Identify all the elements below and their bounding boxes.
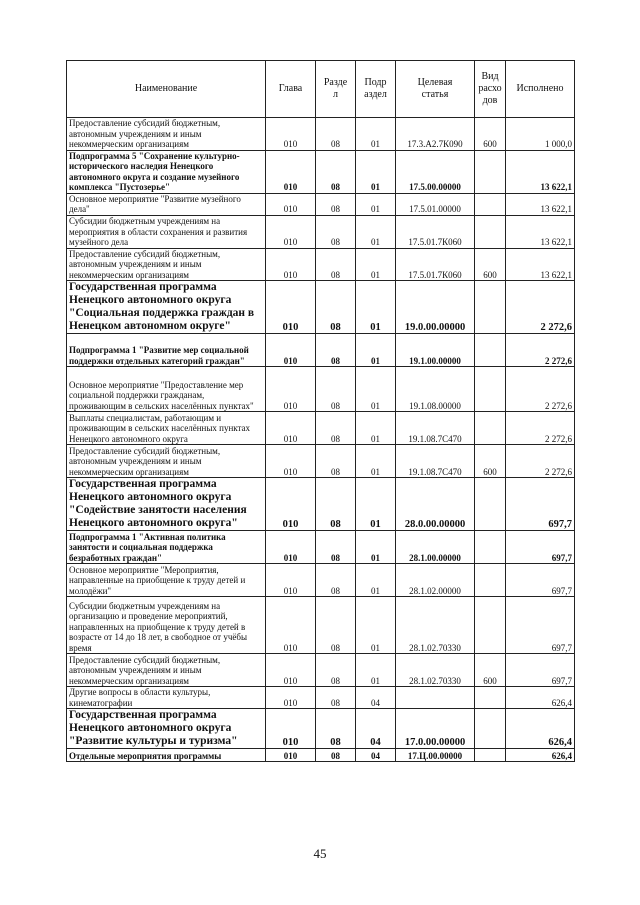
cell-podrazdel: 01 (356, 193, 396, 215)
cell-name: Субсидии бюджетным учреждениям на организацию и проведение мероприятий, направленных на приобщение к труду детей в возрасте от 14 до 18 лет, в свободное от учёбы время (67, 597, 266, 654)
cell-ispolneno: 1 000,0 (506, 118, 575, 151)
cell-glava: 010 (266, 334, 316, 367)
cell-podrazdel: 01 (356, 478, 396, 531)
cell-ispolneno: 697,7 (506, 597, 575, 654)
table-row (67, 118, 575, 151)
cell-vid (475, 597, 506, 654)
cell-statya: 19.0.00.00000 (396, 281, 475, 334)
cell-name: Предоставление субсидий бюджетным, автономным учреждениям и иным некоммерческим организациям (67, 654, 266, 687)
cell-ispolneno: 697,7 (506, 478, 575, 531)
cell-vid (475, 531, 506, 564)
cell-podrazdel: 01 (356, 248, 396, 281)
cell-razdel: 08 (316, 118, 356, 151)
cell-ispolneno: 626,4 (506, 687, 575, 709)
cell-razdel: 08 (316, 749, 356, 762)
cell-razdel: 08 (316, 412, 356, 445)
cell-glava: 010 (266, 654, 316, 687)
cell-razdel: 08 (316, 334, 356, 367)
cell-statya: 17.5.01.7К060 (396, 248, 475, 281)
header-name: Наименование (67, 61, 266, 118)
cell-razdel: 08 (316, 709, 356, 749)
header-razdel: Разде л (316, 61, 356, 118)
cell-vid (475, 334, 506, 367)
cell-vid (475, 687, 506, 709)
cell-glava: 010 (266, 687, 316, 709)
cell-razdel: 08 (316, 687, 356, 709)
cell-ispolneno: 13 622,1 (506, 215, 575, 248)
cell-razdel: 08 (316, 215, 356, 248)
cell-name: Государственная программа Ненецкого автономного округа "Социальная поддержка граждан в Ненецком автономном округе" (67, 281, 266, 334)
table-row (67, 531, 575, 564)
cell-vid (475, 749, 506, 762)
cell-name: Предоставление субсидий бюджетным, автономным учреждениям и иным некоммерческим организациям (67, 248, 266, 281)
cell-statya: 17.0.00.00000 (396, 709, 475, 749)
cell-name: Подпрограмма 1 "Развитие мер социальной поддержки отдельных категорий граждан" (67, 334, 266, 367)
cell-podrazdel: 04 (356, 709, 396, 749)
cell-ispolneno: 13 622,1 (506, 150, 575, 193)
cell-vid (475, 564, 506, 597)
cell-name: Подпрограмма 1 "Активная политика занятости и социальная поддержка безработных граждан" (67, 531, 266, 564)
cell-razdel: 08 (316, 564, 356, 597)
cell-glava: 010 (266, 749, 316, 762)
cell-glava: 010 (266, 193, 316, 215)
table-row (67, 248, 575, 281)
cell-podrazdel: 01 (356, 412, 396, 445)
cell-name: Субсидии бюджетным учреждениям на мероприятия в области сохранения и развития музейного дела (67, 215, 266, 248)
cell-podrazdel: 01 (356, 215, 396, 248)
header-vid: Вид расхо дов (475, 61, 506, 118)
cell-statya: 28.1.02.00000 (396, 564, 475, 597)
table-row (67, 367, 575, 412)
table-row (67, 654, 575, 687)
table-row (67, 281, 575, 334)
cell-podrazdel: 01 (356, 445, 396, 478)
cell-ispolneno: 2 272,6 (506, 412, 575, 445)
cell-glava: 010 (266, 150, 316, 193)
cell-razdel: 08 (316, 150, 356, 193)
table-row (67, 597, 575, 654)
cell-name: Предоставление субсидий бюджетным, автономным учреждениям и иным некоммерческим организациям (67, 118, 266, 151)
table-row (67, 749, 575, 762)
cell-glava: 010 (266, 367, 316, 412)
cell-podrazdel: 01 (356, 118, 396, 151)
cell-glava: 010 (266, 215, 316, 248)
cell-ispolneno: 697,7 (506, 654, 575, 687)
cell-podrazdel: 01 (356, 654, 396, 687)
cell-glava: 010 (266, 478, 316, 531)
cell-name: Подпрограмма 5 "Сохранение культурно-исторического наследия Ненецкого автономного округа и создание музейного комплекса "Пустозерье" (67, 150, 266, 193)
cell-statya: 28.0.00.00000 (396, 478, 475, 531)
cell-vid: 600 (475, 654, 506, 687)
header-podrazdel: Подр аздел (356, 61, 396, 118)
table-row (67, 150, 575, 193)
cell-statya: 17.3.А2.7К090 (396, 118, 475, 151)
cell-podrazdel: 04 (356, 687, 396, 709)
cell-statya: 19.1.08.7С470 (396, 445, 475, 478)
cell-vid: 600 (475, 248, 506, 281)
cell-razdel: 08 (316, 531, 356, 564)
cell-statya: 28.1.00.00000 (396, 531, 475, 564)
cell-podrazdel: 01 (356, 564, 396, 597)
cell-statya: 17.5.01.00000 (396, 193, 475, 215)
cell-vid: 600 (475, 118, 506, 151)
cell-razdel: 08 (316, 445, 356, 478)
cell-statya (396, 687, 475, 709)
cell-podrazdel: 01 (356, 334, 396, 367)
header-glava: Глава (266, 61, 316, 118)
table-header-row (67, 61, 575, 118)
table-row (67, 215, 575, 248)
cell-vid: 600 (475, 445, 506, 478)
cell-podrazdel: 01 (356, 150, 396, 193)
cell-glava: 010 (266, 445, 316, 478)
table-row (67, 687, 575, 709)
cell-ispolneno: 2 272,6 (506, 281, 575, 334)
cell-ispolneno: 626,4 (506, 749, 575, 762)
cell-statya: 28.1.02.70330 (396, 597, 475, 654)
cell-ispolneno: 13 622,1 (506, 248, 575, 281)
table-row (67, 412, 575, 445)
cell-name: Государственная программа Ненецкого автономного округа "Содействие занятости населения Ненецкого автономного округа" (67, 478, 266, 531)
cell-glava: 010 (266, 281, 316, 334)
header-ispolneno: Исполнено (506, 61, 575, 118)
table-row (67, 478, 575, 531)
cell-podrazdel: 01 (356, 367, 396, 412)
table-row (67, 709, 575, 749)
cell-statya: 19.1.08.00000 (396, 367, 475, 412)
cell-statya: 19.1.00.00000 (396, 334, 475, 367)
cell-vid (475, 478, 506, 531)
cell-statya: 17.Ц.00.00000 (396, 749, 475, 762)
cell-glava: 010 (266, 564, 316, 597)
cell-name: Выплаты специалистам, работающим и проживающим в сельских населённых пунктах Ненецкого автономного округа (67, 412, 266, 445)
cell-name: Предоставление субсидий бюджетным, автономным учреждениям и иным некоммерческим организациям (67, 445, 266, 478)
cell-razdel: 08 (316, 281, 356, 334)
cell-razdel: 08 (316, 478, 356, 531)
cell-vid (475, 367, 506, 412)
cell-vid (475, 709, 506, 749)
header-statya: Целевая статья (396, 61, 475, 118)
cell-ispolneno: 697,7 (506, 531, 575, 564)
table-row (67, 334, 575, 367)
table-row (67, 193, 575, 215)
cell-name: Основное мероприятие "Предоставление мер социальной поддержки гражданам, проживающим в сельских населённых пунктах" (67, 367, 266, 412)
cell-name: Государственная программа Ненецкого автономного округа "Развитие культуры и туризма" (67, 709, 266, 749)
cell-statya: 28.1.02.70330 (396, 654, 475, 687)
cell-ispolneno: 2 272,6 (506, 334, 575, 367)
budget-table (66, 60, 575, 762)
cell-name: Основное мероприятие "Мероприятия, направленные на приобщение к труду детей и молодёжи" (67, 564, 266, 597)
cell-ispolneno: 2 272,6 (506, 445, 575, 478)
cell-statya: 17.5.01.7К060 (396, 215, 475, 248)
cell-vid (475, 412, 506, 445)
cell-razdel: 08 (316, 654, 356, 687)
table-row (67, 445, 575, 478)
cell-glava: 010 (266, 597, 316, 654)
table-row (67, 564, 575, 597)
cell-glava: 010 (266, 709, 316, 749)
cell-glava: 010 (266, 118, 316, 151)
cell-podrazdel: 01 (356, 597, 396, 654)
page-number: 45 (313, 846, 327, 861)
cell-name: Отдельные мероприятия программы (67, 749, 266, 762)
cell-ispolneno: 697,7 (506, 564, 575, 597)
cell-razdel: 08 (316, 248, 356, 281)
cell-ispolneno: 13 622,1 (506, 193, 575, 215)
cell-razdel: 08 (316, 597, 356, 654)
cell-statya: 17.5.00.00000 (396, 150, 475, 193)
cell-podrazdel: 04 (356, 749, 396, 762)
cell-statya: 19.1.08.7С470 (396, 412, 475, 445)
cell-podrazdel: 01 (356, 531, 396, 564)
cell-podrazdel: 01 (356, 281, 396, 334)
cell-glava: 010 (266, 248, 316, 281)
cell-vid (475, 215, 506, 248)
cell-razdel: 08 (316, 367, 356, 412)
cell-glava: 010 (266, 531, 316, 564)
cell-vid (475, 150, 506, 193)
cell-name: Другие вопросы в области культуры, кинематографии (67, 687, 266, 709)
cell-razdel: 08 (316, 193, 356, 215)
cell-ispolneno: 626,4 (506, 709, 575, 749)
cell-glava: 010 (266, 412, 316, 445)
cell-name: Основное мероприятие "Развитие музейного дела" (67, 193, 266, 215)
cell-vid (475, 193, 506, 215)
cell-vid (475, 281, 506, 334)
cell-ispolneno: 2 272,6 (506, 367, 575, 412)
